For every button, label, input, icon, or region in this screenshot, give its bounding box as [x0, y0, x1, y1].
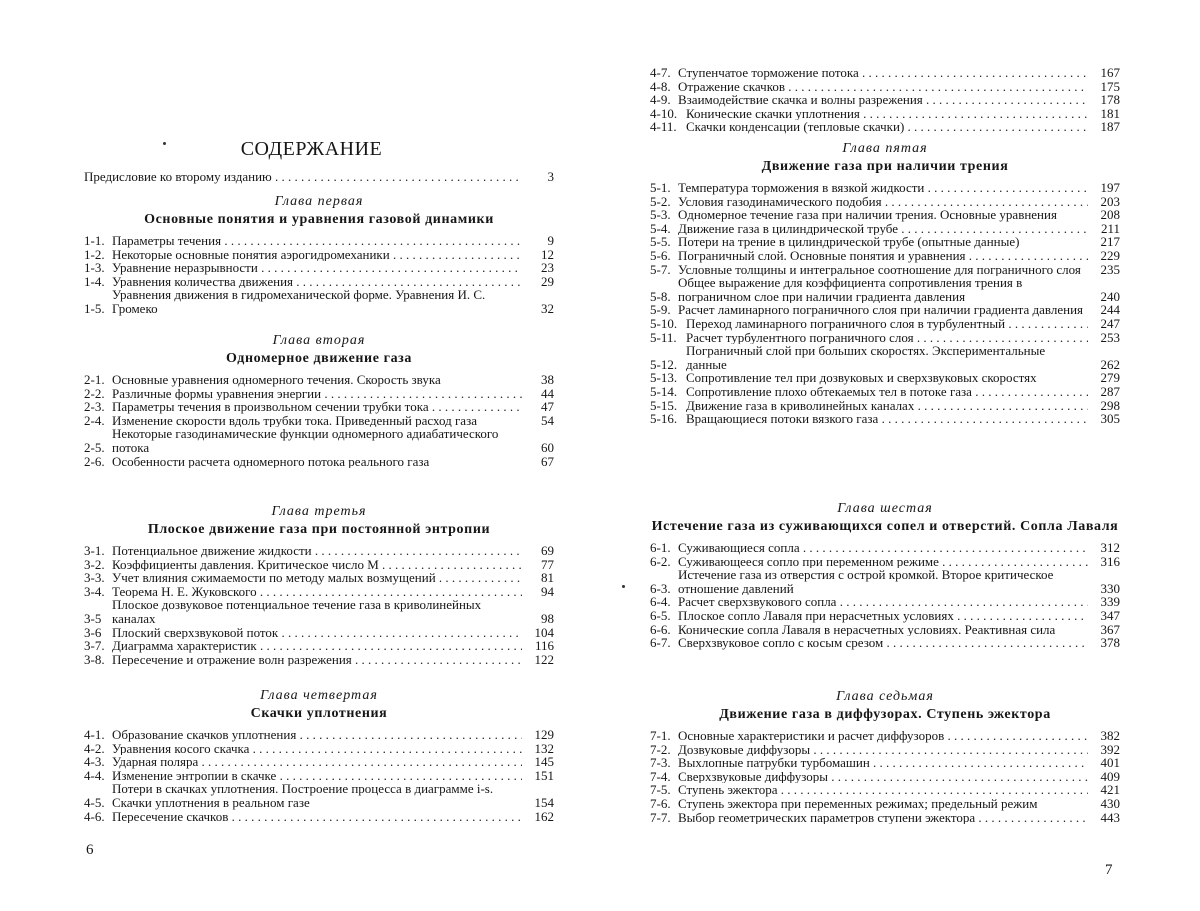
section-number: 1-2.: [84, 246, 105, 262]
page-ref: 247: [1100, 315, 1120, 331]
page-ref: 94: [541, 583, 554, 599]
toc-entry: [84, 288, 554, 315]
section-number: 3-1.: [84, 543, 105, 558]
toc-entry: [650, 623, 1120, 637]
toc-entry: [650, 120, 1120, 134]
toc-entry: [650, 770, 1120, 784]
section-title: Одномерное течение газа при наличии трения. Основные уравнения: [678, 208, 1057, 222]
section-title: Конические скачки уплотнения . . .: [686, 107, 1088, 121]
toc-entry: [650, 797, 1120, 811]
toc-entry: [84, 248, 554, 262]
toc-entry: [84, 571, 554, 585]
section-title: Выхлопные патрубки турбомашин . . .: [678, 756, 1088, 770]
section-number: 4-2.: [84, 740, 105, 756]
toc-entry: [650, 331, 1120, 345]
page-number-right: 7: [1105, 862, 1113, 878]
page-ref: 203: [1100, 193, 1120, 209]
page-ref: 132: [534, 740, 554, 756]
section-number: 2-5.: [84, 439, 105, 455]
section-number: 2-4.: [84, 412, 105, 428]
toc-entry: [84, 558, 554, 572]
section-title: Условные толщины и интегральное соотношение для пограничного слоя: [678, 262, 1081, 277]
toc-entry: [650, 412, 1120, 426]
section-title: Ударная поляра . . .: [112, 755, 522, 769]
section-number: 6-1.: [650, 540, 671, 555]
chapter-3: [84, 504, 554, 666]
section-title: Диаграмма характеристик . . .: [112, 639, 522, 653]
section-number: 4-8.: [650, 78, 671, 94]
chapter-entries: [84, 728, 554, 823]
page-ref: 244: [1100, 302, 1120, 318]
section-number: 4-6.: [84, 808, 105, 824]
toc-entry: [650, 756, 1120, 770]
section-number: 7-7.: [650, 809, 671, 825]
section-number: 5-8.: [650, 288, 671, 304]
page-ref: 154: [534, 794, 554, 810]
section-number: 4-10.: [650, 105, 678, 121]
page-ref: 208: [1100, 207, 1120, 223]
toc-entry: [84, 810, 554, 824]
toc-entry: [650, 636, 1120, 650]
section-title: Расчет сверхзвукового сопла . . .: [678, 595, 1088, 609]
section-number: 2-2.: [84, 385, 105, 401]
chapter-label: Глава вторая: [272, 333, 366, 348]
toc-entry: [84, 261, 554, 275]
section-number: 4-3.: [84, 754, 105, 770]
section-number: 1-4.: [84, 273, 105, 289]
chapter-title: Одномерное движение газа: [225, 351, 413, 366]
section-title: Плоское сопло Лаваля при нерасчетных условиях . . .: [678, 609, 1088, 623]
section-title: Потери в скачках уплотнения. Построение процесса в диаграмме i-s. Скачки уплотнения в реальном газе: [112, 782, 494, 810]
section-title: Некоторые основные понятия аэрогидромеханики . . .: [112, 248, 522, 262]
page-ref: 401: [1100, 755, 1120, 771]
page-ref: 32: [541, 300, 554, 316]
chapter-1: [84, 194, 554, 316]
section-title: Пересечение и отражение волн разрежения . . .: [112, 653, 522, 667]
page-ref: 77: [541, 556, 554, 572]
toc-entry: [650, 80, 1120, 94]
toc-entry: [84, 653, 554, 667]
page-ref: 122: [534, 651, 554, 667]
page-ref: 287: [1100, 383, 1120, 399]
section-number: 5-3.: [650, 207, 671, 223]
section-title: Сопротивление плохо обтекаемых тел в потоке газа . . .: [686, 385, 1088, 399]
toc-entry: [84, 427, 554, 454]
section-title: Расчет турбулентного пограничного слоя . . .: [686, 331, 1088, 345]
page-ref: 298: [1100, 397, 1120, 413]
chapter-title: Основные понятия и уравнения газовой динамики: [144, 212, 494, 227]
toc-entry: [84, 585, 554, 599]
toc-entry: [650, 811, 1120, 825]
section-number: 6-5.: [650, 607, 671, 623]
toc-entry: [650, 743, 1120, 757]
chapter-4: [84, 688, 554, 823]
section-number: 3-5: [84, 610, 102, 626]
chapter-entries: [84, 544, 554, 666]
section-title: Основные характеристики и расчет диффузоров . . .: [678, 729, 1088, 743]
chapter-2: [84, 333, 554, 468]
section-title: Сопротивление тел при дозвуковых и сверхзвуковых скоростях: [686, 371, 1037, 385]
chapter-5: [650, 141, 1120, 426]
section-number: 5-6.: [650, 247, 671, 263]
section-number: 5-12.: [650, 356, 678, 372]
section-title: Основные уравнения одномерного течения. Скорость звука: [112, 373, 441, 387]
section-title: Коэффициенты давления. Критическое число М . . .: [112, 558, 522, 572]
section-title: Сверхзвуковое сопло с косым срезом . . .: [678, 636, 1088, 650]
section-number: 4-11.: [650, 119, 677, 135]
section-title: Ступень эжектора . . .: [678, 783, 1088, 797]
section-number: 6-2.: [650, 553, 671, 569]
page-ref: 378: [1100, 635, 1120, 651]
page-ref: 175: [1100, 78, 1120, 94]
page-ref: 151: [534, 767, 554, 783]
section-title: Суживающиеся сопла . . .: [678, 541, 1088, 555]
chapter-title: Движение газа в диффузорах. Ступень эжектора: [719, 707, 1051, 722]
toc-entry: [650, 208, 1120, 222]
section-title: Пограничный слой при больших скоростях. Экспериментальные данные: [686, 344, 1046, 372]
section-number: 2-1.: [84, 372, 105, 387]
section-number: 4-4.: [84, 767, 105, 783]
section-number: 5-9.: [650, 302, 671, 318]
page-ref: 211: [1100, 220, 1120, 236]
section-title: Движение газа в цилиндрической трубе . . .: [678, 222, 1088, 236]
chapter-title: Скачки уплотнения: [250, 706, 388, 721]
preface-text: Предисловие ко второму изданию . . .: [84, 170, 522, 184]
page-ref: 279: [1100, 370, 1120, 386]
section-title: Переход ламинарного пограничного слоя в турбулентный . . .: [686, 317, 1088, 331]
section-number: 2-6.: [84, 453, 105, 469]
toc-entry: [650, 568, 1120, 595]
toc-entry: [650, 66, 1120, 80]
page-ref: 443: [1100, 809, 1120, 825]
toc-entry: [84, 639, 554, 653]
toc-entry: [650, 317, 1120, 331]
page-ref: 382: [1100, 728, 1120, 743]
page-ref: 347: [1100, 607, 1120, 623]
page-ref: 60: [541, 439, 554, 455]
section-number: 5-2.: [650, 193, 671, 209]
toc-entry: [650, 541, 1120, 555]
toc-entry: [84, 782, 554, 809]
page-number-left: 6: [86, 842, 94, 858]
toc-entry: [650, 783, 1120, 797]
section-title: Общее выражение для коэффициента сопротивления трения в пограничном слое при наличии градиента давления: [678, 276, 1023, 304]
toc-entry: [650, 93, 1120, 107]
chapter-4-continued: [650, 66, 1120, 134]
page-ref: 47: [541, 399, 554, 415]
page-ref: 312: [1100, 540, 1120, 555]
toc-entry: [84, 742, 554, 756]
page-ref: 104: [534, 624, 554, 640]
chapter-title: Движение газа при наличии трения: [761, 159, 1009, 174]
page-ref: 38: [541, 372, 554, 387]
preface-page: 3: [547, 169, 554, 184]
page-ref: 69: [541, 543, 554, 558]
chapter-label: Глава пятая: [842, 141, 928, 156]
section-title: Условия газодинамического подобия . . .: [678, 195, 1088, 209]
toc-entry: [650, 195, 1120, 209]
section-title: Температура торможения в вязкой жидкости . . .: [678, 181, 1088, 195]
section-number: 5-14.: [650, 383, 678, 399]
right-page: [600, 0, 1200, 911]
toc-entry: [84, 544, 554, 558]
section-title: Выбор геометрических параметров ступени эжектора . . .: [678, 811, 1088, 825]
section-number: 5-13.: [650, 370, 678, 386]
section-title: Суживающееся сопло при переменном режиме . . .: [678, 555, 1088, 569]
page-ref: 167: [1100, 65, 1120, 80]
toc-entry: [650, 263, 1120, 277]
section-number: 7-5.: [650, 782, 671, 798]
section-title: Взаимодействие скачка и волны разрежения . . .: [678, 93, 1088, 107]
section-title: Конические сопла Лаваля в нерасчетных условиях. Реактивная сила: [678, 622, 1056, 637]
chapter-entries: [650, 729, 1120, 824]
section-number: 3-3.: [84, 570, 105, 586]
toc-entry: [650, 399, 1120, 413]
section-number: 1-3.: [84, 260, 105, 276]
section-number: 6-3.: [650, 580, 671, 596]
page-ref: 162: [534, 808, 554, 824]
section-number: 5-1.: [650, 180, 671, 195]
section-number: 1-1.: [84, 233, 105, 248]
section-number: 3-4.: [84, 583, 105, 599]
section-title: Истечение газа из отверстия с острой кромкой. Второе критическое отношение давлений: [678, 568, 1054, 596]
section-number: 2-3.: [84, 399, 105, 415]
page-ref: 44: [541, 385, 554, 401]
toc-entry: [84, 769, 554, 783]
page-ref: 9: [547, 233, 554, 248]
page-ref: 262: [1100, 356, 1120, 372]
section-title: Уравнения движения в гидромеханической форме. Уравнения И. С. Громеко: [112, 288, 486, 316]
toc-entry: [84, 400, 554, 414]
section-title: Скачки конденсации (тепловые скачки) . . .: [686, 120, 1088, 134]
page-ref: 67: [541, 453, 554, 469]
chapter-label: Глава первая: [274, 194, 364, 209]
toc-entry: [650, 107, 1120, 121]
toc-entry: [84, 387, 554, 401]
page-ref: 392: [1100, 741, 1120, 757]
page-ref: 253: [1100, 329, 1120, 345]
section-title: Вращающиеся потоки вязкого газа . . .: [686, 412, 1088, 426]
chapter-entries: [84, 234, 554, 316]
toc-entry: [650, 181, 1120, 195]
page-ref: 81: [541, 570, 554, 586]
section-number: 5-7.: [650, 261, 671, 277]
section-title: Учет влияния сжимаемости по методу малых возмущений . . .: [112, 571, 522, 585]
section-number: 3-7.: [84, 638, 105, 654]
section-title: Особенности расчета одномерного потока реального газа: [112, 454, 430, 469]
toc-entry: [650, 344, 1120, 371]
page-ref: 29: [541, 273, 554, 289]
page-ref: 235: [1100, 261, 1120, 277]
section-number: 3-8.: [84, 651, 105, 667]
toc-entry: [84, 598, 554, 625]
section-title: Теорема Н. Е. Жуковского . . .: [112, 585, 522, 599]
section-number: 7-1.: [650, 728, 671, 743]
chapter-title: Плоское движение газа при постоянной энтропии: [147, 522, 491, 537]
toc-entry: [650, 385, 1120, 399]
page-ref: 316: [1100, 553, 1120, 569]
page-ref: 98: [541, 610, 554, 626]
toc-entry: [650, 222, 1120, 236]
page-ref: 217: [1100, 234, 1120, 250]
toc-entry: [650, 371, 1120, 385]
section-number: 6-6.: [650, 621, 671, 637]
section-title: Уравнения косого скачка . . .: [112, 742, 522, 756]
chapter-label: Глава седьмая: [836, 689, 934, 704]
toc-entry: [650, 595, 1120, 609]
page-ref: 229: [1100, 247, 1120, 263]
section-number: 4-5.: [84, 794, 105, 810]
section-title: Изменение энтропии в скачке . . .: [112, 769, 522, 783]
page-ref: 330: [1100, 580, 1120, 596]
section-number: 7-3.: [650, 755, 671, 771]
section-number: 7-4.: [650, 768, 671, 784]
chapter-entries: [84, 373, 554, 468]
section-title: Уравнения количества движения . . .: [112, 275, 522, 289]
section-number: 5-4.: [650, 220, 671, 236]
chapter-7: [650, 689, 1120, 824]
chapter-entries: [650, 66, 1120, 134]
section-title: Плоское дозвуковое потенциальное течение газа в криволинейных каналах: [112, 598, 482, 626]
section-title: Параметры течения в произвольном сечении трубки тока . . .: [112, 400, 522, 414]
toc-entry: [84, 755, 554, 769]
section-title: Ступенчатое торможение потока . . .: [678, 66, 1088, 80]
toc-entry: [84, 455, 554, 469]
page-ref: 240: [1100, 288, 1120, 304]
toc-entry: [650, 276, 1120, 303]
toc-entry: [650, 235, 1120, 249]
section-number: 3-2.: [84, 556, 105, 572]
page-ref: 305: [1100, 411, 1120, 427]
section-title: Ступень эжектора при переменных режимах; предельный режим: [678, 796, 1038, 811]
toc-entry: [650, 555, 1120, 569]
chapter-entries: [650, 181, 1120, 426]
section-number: 3-6: [84, 624, 102, 640]
section-number: 5-11.: [650, 329, 677, 345]
section-number: 4-7.: [650, 65, 671, 80]
chapter-label: Глава третья: [271, 504, 367, 519]
chapter-label: Глава четвертая: [260, 688, 378, 703]
page-ref: 367: [1100, 621, 1120, 637]
section-title: Параметры течения . . .: [112, 234, 522, 248]
section-number: 6-7.: [650, 635, 671, 651]
section-title: Отражение скачков . . .: [678, 80, 1088, 94]
page-ref: 116: [534, 638, 554, 654]
toc-entry: [84, 626, 554, 640]
section-title: Образование скачков уплотнения . . .: [112, 728, 522, 742]
section-title: Плоский сверхзвуковой поток . . .: [112, 626, 522, 640]
toc-entry: [84, 373, 554, 387]
page-ref: 421: [1100, 782, 1120, 798]
speck-mark: [622, 585, 625, 588]
preface-entry: [84, 170, 554, 184]
section-number: 5-5.: [650, 234, 671, 250]
page-ref: 197: [1100, 180, 1120, 195]
toc-entry: [650, 303, 1120, 317]
section-number: 7-2.: [650, 741, 671, 757]
page-ref: 145: [534, 754, 554, 770]
page-ref: 181: [1100, 105, 1120, 121]
section-number: 4-1.: [84, 727, 105, 742]
toc-entry: [84, 728, 554, 742]
chapter-label: Глава шестая: [837, 501, 933, 516]
section-title: Пограничный слой. Основные понятия и уравнения . . .: [678, 249, 1088, 263]
section-title: Некоторые газодинамические функции одномерного адиабатического потока: [112, 427, 499, 455]
toc-entry: [84, 275, 554, 289]
section-title: Уравнение неразрывности . . .: [112, 261, 522, 275]
page-ref: 129: [534, 727, 554, 742]
section-number: 5-15.: [650, 397, 678, 413]
section-number: 5-10.: [650, 315, 678, 331]
page-ref: 409: [1100, 768, 1120, 784]
toc-entry: [84, 414, 554, 428]
section-title: Движение газа в криволинейных каналах . . .: [686, 399, 1088, 413]
section-title: Различные формы уравнения энергии . . .: [112, 387, 522, 401]
toc-entry: [650, 729, 1120, 743]
chapter-title: Истечение газа из суживающихся сопел и отверстий. Сопла Лаваля: [651, 519, 1119, 534]
section-number: 4-9.: [650, 92, 671, 108]
section-number: 5-16.: [650, 411, 678, 427]
page-ref: 12: [541, 246, 554, 262]
toc-entry: [84, 234, 554, 248]
section-number: 1-5.: [84, 300, 105, 316]
section-title: Потенциальное движение жидкости . . .: [112, 544, 522, 558]
section-title: Расчет ламинарного пограничного слоя при наличии градиента давления: [678, 303, 1084, 317]
page-ref: 23: [541, 260, 554, 276]
section-number: 6-4.: [650, 594, 671, 610]
section-title: Пересечение скачков . . .: [112, 810, 522, 824]
page-ref: 430: [1100, 795, 1120, 811]
section-title: Потери на трение в цилиндрической трубе (опытные данные): [678, 235, 1020, 249]
section-title: Изменение скорости вдоль трубки тока. Приведенный расход газа: [112, 413, 477, 428]
page-ref: 178: [1100, 92, 1120, 108]
section-title: Дозвуковые диффузоры . . .: [678, 743, 1088, 757]
page-ref: 339: [1100, 594, 1120, 610]
page-ref: 54: [541, 412, 554, 428]
chapter-entries: [650, 541, 1120, 650]
chapter-6: [650, 501, 1120, 650]
page-title: СОДЕРЖАНИЕ: [240, 138, 383, 160]
toc-entry: [650, 609, 1120, 623]
toc-entry: [650, 249, 1120, 263]
section-number: 7-6.: [650, 795, 671, 811]
page-ref: 187: [1100, 119, 1120, 135]
section-title: Сверхзвуковые диффузоры . . .: [678, 770, 1088, 784]
